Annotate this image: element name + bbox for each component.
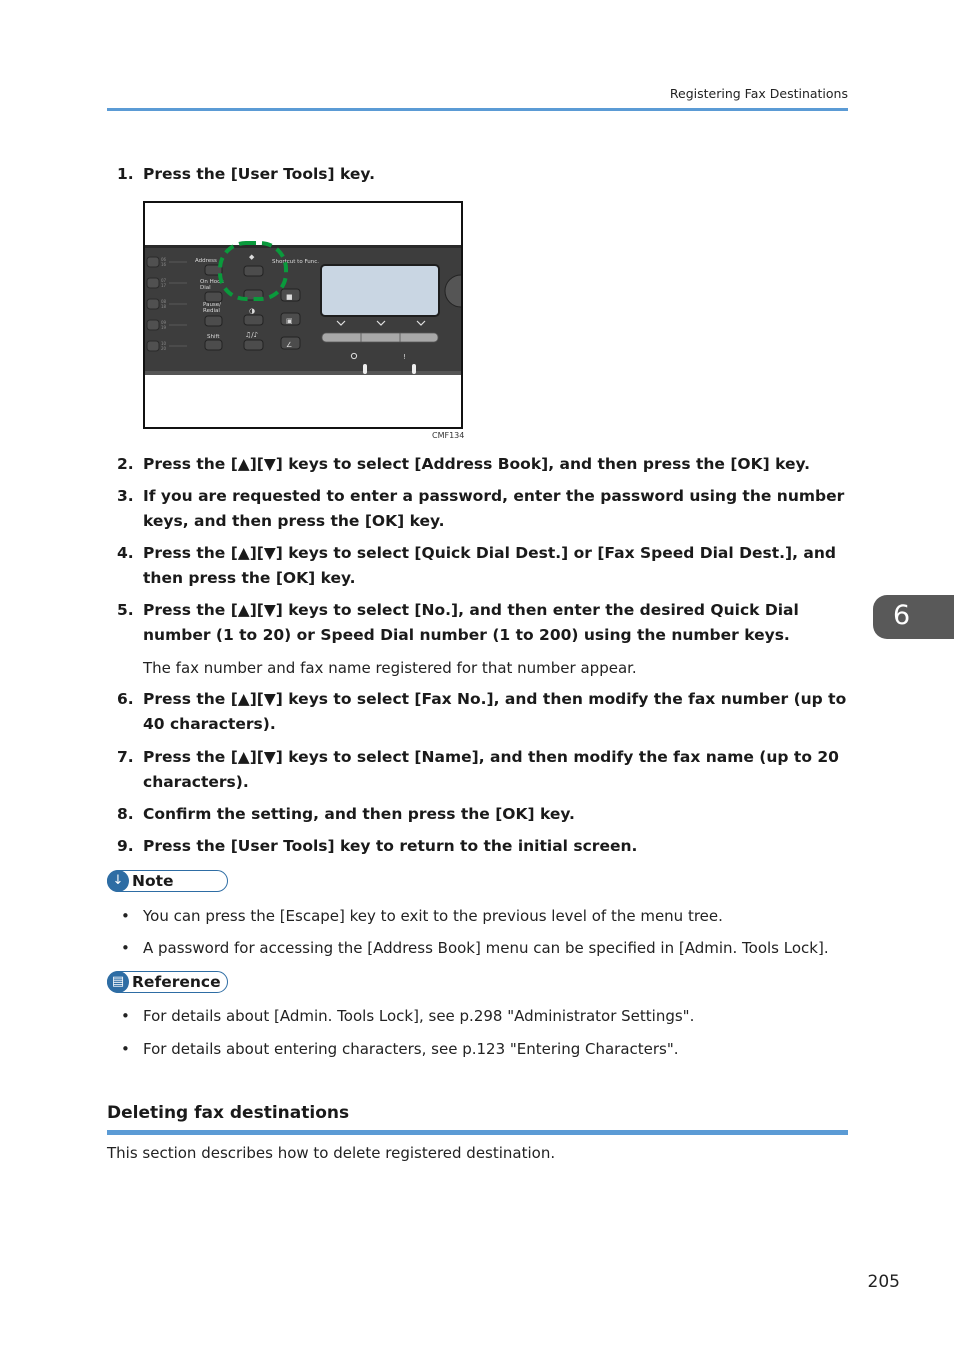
note-bullet xyxy=(121,937,829,959)
step-number: 9. xyxy=(117,837,134,855)
svg-text:∠: ∠ xyxy=(286,341,293,349)
redial-label: Redial xyxy=(203,308,220,314)
bullet-icon: • xyxy=(121,907,130,925)
section-text: This section describes how to delete registered destination. xyxy=(107,1144,556,1162)
step-5 xyxy=(117,598,852,648)
step-6 xyxy=(117,687,852,737)
note-label: Note xyxy=(132,872,174,890)
step-7 xyxy=(117,745,852,795)
step-2 xyxy=(117,452,852,477)
step-8 xyxy=(117,802,852,827)
svg-text:08: 08 xyxy=(161,299,167,304)
chapter-tab xyxy=(873,595,954,639)
svg-text:◑: ◑ xyxy=(249,307,256,315)
step-number: 3. xyxy=(117,487,134,505)
note-bullet-text: A password for accessing the [Address Book] menu can be specified in [Admin. Tools Lock]. xyxy=(143,939,829,957)
reference-bullet-text: For details about entering characters, see p.123 "Entering Characters". xyxy=(143,1040,679,1058)
chapter-number: 6 xyxy=(893,600,911,631)
step-text: Press the [User Tools] key. xyxy=(143,165,375,183)
step-number: 5. xyxy=(117,601,134,619)
note-bullet xyxy=(121,905,723,927)
on-hook-label: On Hook xyxy=(200,279,224,285)
svg-text:07: 07 xyxy=(161,278,167,283)
svg-text:19: 19 xyxy=(161,325,167,330)
reference-callout xyxy=(107,971,228,993)
control-panel-illustration xyxy=(145,203,461,427)
svg-text:09: 09 xyxy=(161,320,167,325)
svg-text:17: 17 xyxy=(161,283,167,288)
step-number: 1. xyxy=(117,165,134,183)
page-number: 205 xyxy=(867,1272,900,1292)
figure-caption: CMF134 xyxy=(432,431,465,440)
pause-label: Pause/ xyxy=(203,302,222,308)
step-9 xyxy=(117,834,852,859)
section-rule xyxy=(107,1130,848,1135)
address-key-label: Address xyxy=(195,258,217,264)
dial-label: Dial xyxy=(200,285,211,291)
note-callout xyxy=(107,870,228,892)
header-rule xyxy=(107,108,848,111)
step-3 xyxy=(117,484,852,534)
reference-bullet xyxy=(121,1005,694,1027)
step-text: Press the [▲][▼] keys to select [Quick Dial Dest.] or [Fax Speed Dial Dest.], and then press the [OK] key. xyxy=(143,544,836,587)
step-number: 4. xyxy=(117,544,134,562)
step-text: Press the [▲][▼] keys to select [No.], and then enter the desired Quick Dial number (1 to 20) or Speed Dial number (1 to 200) using the number keys. xyxy=(143,601,799,644)
step-text: Press the [▲][▼] keys to select [Address Book], and then press the [OK] key. xyxy=(143,455,811,473)
section-heading: Deleting fax destinations xyxy=(107,1103,350,1123)
step-text: Press the [▲][▼] keys to select [Fax No.], and then modify the fax number (up to 40 characters). xyxy=(143,690,847,733)
down-arrow-icon: ↓ xyxy=(107,870,129,892)
svg-text:◆: ◆ xyxy=(249,253,255,261)
step-text: If you are requested to enter a password, enter the password using the number keys, and then press the [OK] key. xyxy=(143,487,845,530)
shortcut-label: Shortcut to Func. xyxy=(272,259,320,265)
svg-text:18: 18 xyxy=(161,304,167,309)
svg-text:!: ! xyxy=(403,353,406,361)
reference-label: Reference xyxy=(132,973,221,991)
step-number: 6. xyxy=(117,690,134,708)
svg-text:10: 10 xyxy=(161,341,167,346)
step-1 xyxy=(117,162,852,187)
running-header: Registering Fax Destinations xyxy=(669,86,848,101)
bullet-icon: • xyxy=(121,939,130,957)
note-bullet-text: You can press the [Escape] key to exit to the previous level of the menu tree. xyxy=(143,907,723,925)
bullet-icon: • xyxy=(121,1007,130,1025)
svg-text:♫/♪: ♫/♪ xyxy=(245,331,259,339)
svg-text:▣: ▣ xyxy=(286,317,293,325)
step-number: 7. xyxy=(117,748,134,766)
step-number: 8. xyxy=(117,805,134,823)
reference-bullet xyxy=(121,1038,679,1060)
step-4 xyxy=(117,541,852,591)
document-icon: ▤ xyxy=(107,971,129,993)
reference-bullet-text: For details about [Admin. Tools Lock], see p.298 "Administrator Settings". xyxy=(143,1007,695,1025)
step-number: 2. xyxy=(117,455,134,473)
bullet-icon: • xyxy=(121,1040,130,1058)
svg-text:06: 06 xyxy=(161,257,167,262)
shift-label: Shift xyxy=(207,334,220,340)
step-text: Press the [▲][▼] keys to select [Name], and then modify the fax name (up to 20 characters). xyxy=(143,748,839,791)
svg-text:20: 20 xyxy=(161,346,167,351)
svg-text:16: 16 xyxy=(161,262,167,267)
step-5-result: The fax number and fax name registered for that number appear. xyxy=(143,659,637,677)
step-text: Press the [User Tools] key to return to the initial screen. xyxy=(143,837,638,855)
step-text: Confirm the setting, and then press the [OK] key. xyxy=(143,805,575,823)
svg-text:■: ■ xyxy=(286,293,293,301)
control-panel-figure xyxy=(143,201,463,429)
